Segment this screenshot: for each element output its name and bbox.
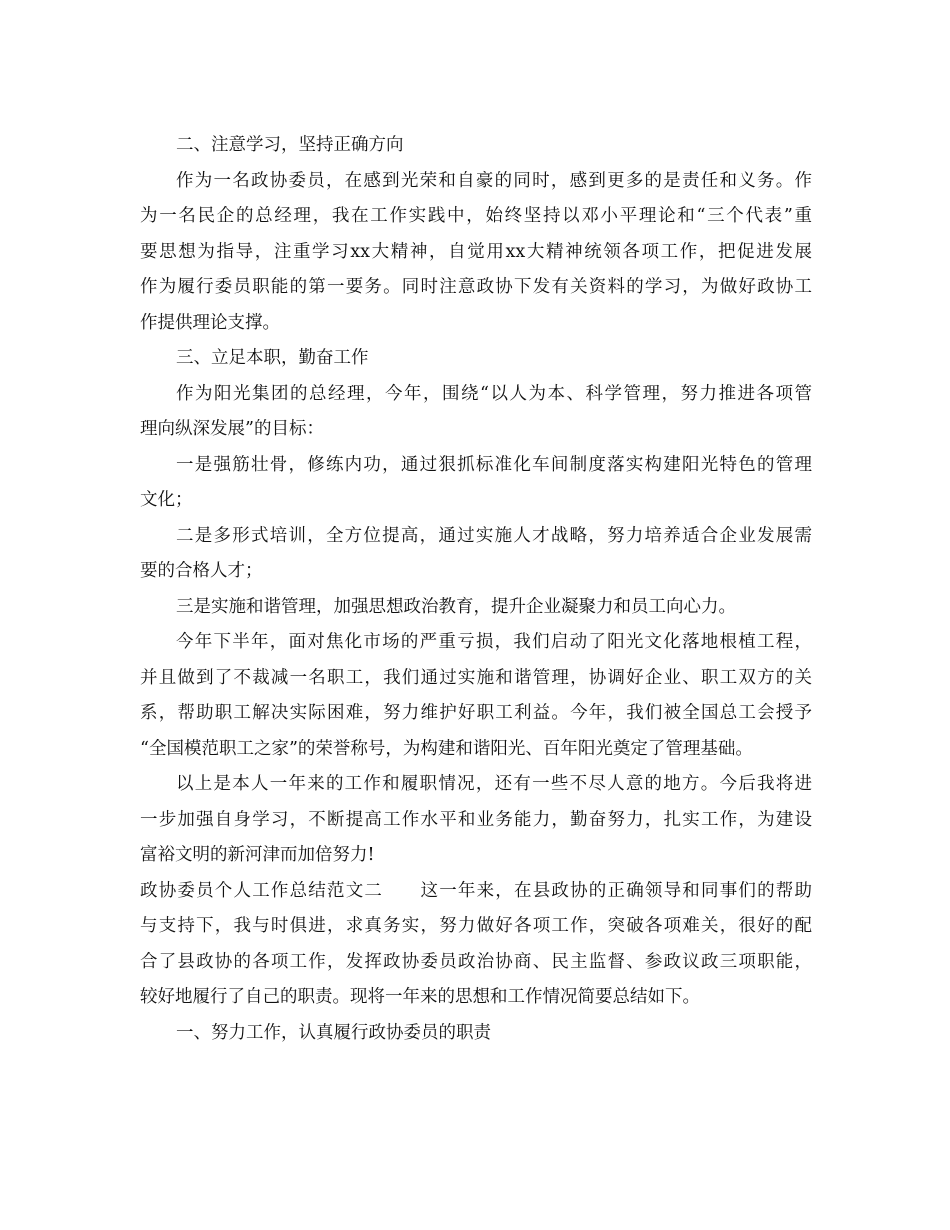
paragraph-line: 作为一名政协委员，在感到光荣和自豪的同时，感到更多的是责任和义务。作 — [176, 170, 812, 191]
paragraph-line: 并且做到了不裁减一名职工，我们通过实施和谐管理，协调好企业、职工双方的关 — [140, 667, 812, 688]
paragraph-line: 一是强筋壮骨，修练内功，通过狠抓标准化车间制度落实构建阳光特色的管理 — [176, 454, 812, 475]
paragraph-line: 三是实施和谐管理，加强思想政治教育，提升企业凝聚力和员工向心力。 — [176, 596, 736, 617]
paragraph-line: 系，帮助职工解决实际困难，努力维护好职工利益。今年，我们被全国总工会授予 — [140, 703, 812, 723]
paragraph-line: 作提供理论支撑。 — [140, 312, 280, 333]
paragraph-line: 二是多形式培训，全方位提高，通过实施人才战略，努力培养适合企业发展需 — [176, 525, 812, 546]
paragraph — [140, 625, 812, 767]
paragraph-line: 要的合格人才； — [140, 561, 263, 581]
paragraph-line: 富裕文明的新河津而加倍努力! — [140, 845, 375, 865]
paragraph — [140, 590, 812, 626]
paragraph-line: 今年下半年，面对焦化市场的严重亏损，我们启动了阳光文化落地根植工程， — [176, 632, 812, 652]
paragraph — [140, 164, 812, 342]
paragraph-line: 要思想为指导，注重学习xx大精神，自觉用xx大精神统领各项工作，把促进发展 — [140, 241, 812, 262]
section-heading: 二、注意学习，坚持正确方向 — [176, 135, 404, 155]
paragraph — [140, 377, 812, 448]
paragraph-line: “全国模范职工之家”的荣誉称号，为构建和谐阳光、百年阳光奠定了管理基础。 — [140, 738, 753, 759]
paragraph — [140, 767, 812, 874]
paragraph — [140, 519, 812, 590]
paragraph-line: 较好地履行了自己的职责。现将一年来的思想和工作情况简要总结如下。 — [140, 987, 700, 1007]
paragraph-line: 合了县政协的各项工作，发挥政协委员政治协商、民主监督、参政议政三项职能， — [140, 951, 812, 972]
paragraph-line: 以上是本人一年来的工作和履职情况，还有一些不尽人意的地方。今后我将进 — [176, 774, 812, 794]
paragraph-line: 为一名民企的总经理，我在工作实践中，始终坚持以邓小平理论和“三个代表”重 — [140, 206, 812, 226]
section-heading: 一、努力工作，认真履行政协委员的职责 — [176, 1022, 491, 1043]
paragraph-line: 政协委员个人工作总结范文二 这一年来，在县政协的正确领导和同事们的帮助 — [140, 880, 812, 901]
paragraph-line: 一步加强自身学习，不断提高工作水平和业务能力，勤奋努力，扎实工作，为建设 — [140, 809, 812, 830]
paragraph-line: 理向纵深发展”的目标： — [140, 419, 324, 439]
paragraph-line: 与支持下，我与时俱进，求真务实，努力做好各项工作，突破各项难关，很好的配 — [140, 916, 812, 936]
section-heading: 三、立足本职，勤奋工作 — [176, 348, 369, 368]
paragraph-line: 文化； — [140, 490, 193, 510]
paragraph — [140, 448, 812, 519]
paragraph-line: 作为履行委员职能的第一要务。同时注意政协下发有关资料的学习，为做好政协工 — [140, 277, 812, 297]
paragraph — [140, 874, 812, 1016]
document-page — [140, 128, 812, 1051]
paragraph-line: 作为阳光集团的总经理，今年，围绕“以人为本、科学管理，努力推进各项管 — [176, 383, 812, 404]
